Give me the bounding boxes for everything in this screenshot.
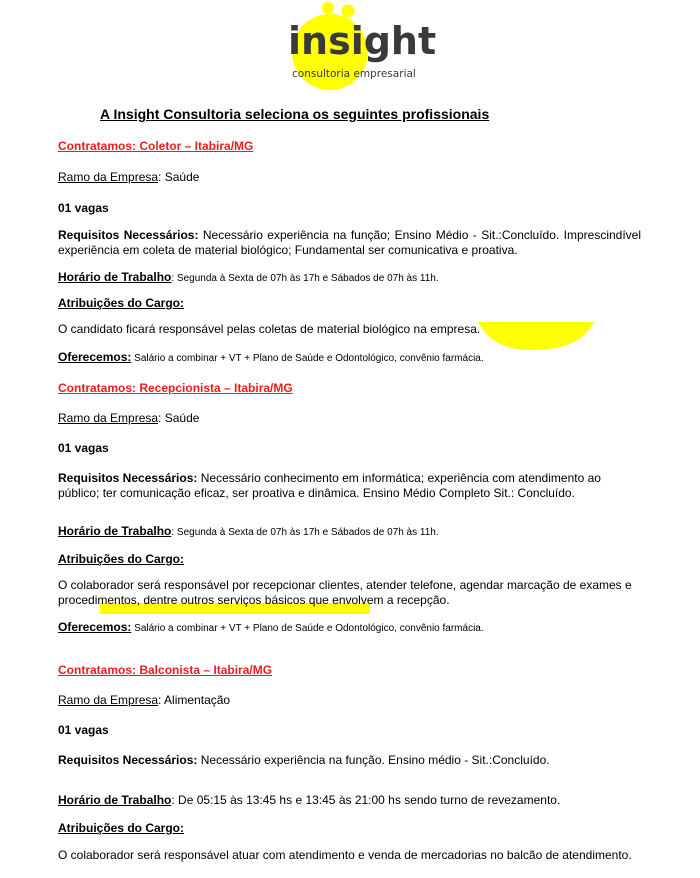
job-1-atribuicoes-label: Atribuições do Cargo: <box>58 296 185 310</box>
ramo-label: Ramo da Empresa <box>58 411 159 425</box>
logo-subtitle: consultoria empresarial <box>292 68 416 80</box>
job-1-horario <box>58 270 641 286</box>
job-2-vagas: 01 vagas <box>58 441 109 455</box>
job-1-atribuicoes-text: O candidato ficará responsável pelas coletas de material biológico na empresa. <box>58 322 481 336</box>
horario-value: : Segunda à Sexta de 07h às 17h e Sábados de 07h às 11h. <box>171 527 439 538</box>
page-headline: A Insight Consultoria seleciona os seguintes profissionais <box>100 106 490 122</box>
job-3-ramo <box>58 693 641 708</box>
horario-value: : De 05:15 às 13:45 hs e 13:45 às 21:00 hs sendo turno de revezamento. <box>171 793 561 807</box>
requisitos-value: Necessário conhecimento em informática; experiência com atendimento ao público; ter comunicação eficaz, ser proativa e dinâmica. Ensino Médio Completo Sit.: Concluído. <box>58 471 601 500</box>
job-3-atribuicoes-text: O colaborador será responsável atuar com atendimento e venda de mercadorias no balcão de atendimento. <box>58 848 632 862</box>
job-2-atribuicoes-text: O colaborador será responsável por recepcionar clientes, atender telefone, agendar marcação de exames e procedimentos, dentre outros serviços básicos que envolvem a recepção. <box>58 578 632 607</box>
job-3-requisitos <box>58 753 641 768</box>
job-2-requisitos <box>58 471 641 501</box>
job-2-ramo <box>58 411 641 426</box>
job-3-atribuicoes-label: Atribuições do Cargo: <box>58 821 185 835</box>
job-3-vagas: 01 vagas <box>58 723 109 737</box>
ramo-value: : Saúde <box>158 411 200 425</box>
job-title-balconista: Contratamos: Balconista – Itabira/MG <box>58 663 273 677</box>
logo-dot-2 <box>342 5 355 18</box>
job-1-requisitos <box>58 228 641 258</box>
ramo-label: Ramo da Empresa <box>58 693 159 707</box>
oferecemos-value: Salário a combinar + VT + Plano de Saúde e Odontológico, convênio farmácia. <box>131 623 484 634</box>
oferecemos-value: Salário a combinar + VT + Plano de Saúde e Odontológico, convênio farmácia. <box>131 353 484 364</box>
requisitos-value: Necessário experiência na função; Ensino Médio - Sit.:Concluído. Imprescindível experiência em coleta de material biológico; Fundamental ser comunicativa e proativa. <box>58 228 642 257</box>
requisitos-label: Requisitos Necessários: <box>58 753 198 767</box>
job-1-ramo <box>58 170 641 185</box>
oferecemos-label: Oferecemos: <box>58 350 132 364</box>
job-title-coletor: Contratamos: Coletor – Itabira/MG <box>58 139 254 153</box>
requisitos-label: Requisitos Necessários: <box>58 471 198 485</box>
horario-label: Horário de Trabalho <box>58 524 172 538</box>
ramo-value: : Saúde <box>158 170 200 184</box>
requisitos-value: Necessário experiência na função. Ensino médio - Sit.:Concluído. <box>197 753 550 767</box>
horario-value: : Segunda à Sexta de 07h às 17h e Sábados de 07h às 11h. <box>171 273 439 284</box>
oferecemos-label: Oferecemos: <box>58 620 132 634</box>
job-1-vagas: 01 vagas <box>58 201 109 215</box>
company-logo <box>280 0 437 90</box>
horario-label: Horário de Trabalho <box>58 793 172 807</box>
logo-dot-1 <box>322 2 334 14</box>
job-2-atribuicoes-label: Atribuições do Cargo: <box>58 552 185 566</box>
logo-wordmark: insight <box>288 19 437 63</box>
job-3-horario <box>58 793 641 808</box>
requisitos-label: Requisitos Necessários: <box>58 228 199 242</box>
ramo-label: Ramo da Empresa <box>58 170 159 184</box>
job-title-recepcionista: Contratamos: Recepcionista – Itabira/MG <box>58 381 293 395</box>
job-2-oferecemos <box>58 620 641 636</box>
ramo-value: : Alimentação <box>158 693 231 707</box>
job-2-horario <box>58 524 641 540</box>
job-1-oferecemos <box>58 350 641 366</box>
horario-label: Horário de Trabalho <box>58 270 172 284</box>
